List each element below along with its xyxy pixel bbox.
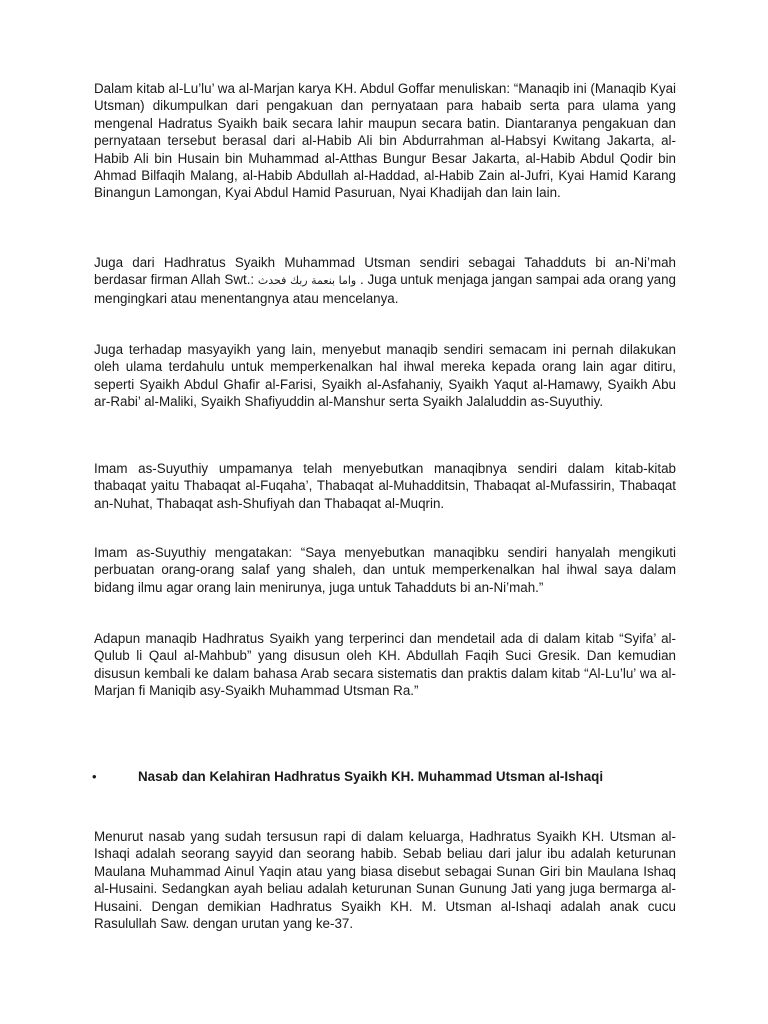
arabic-verse: واما بنعمة ربك فحدث [257,274,357,288]
paragraph-manaqib-source: Dalam kitab al-Lu’lu’ wa al-Marjan karya KH. Abdul Goffar menuliskan: “Manaqib ini (Manaqib Kyai Utsman) dikumpulkan dari pengakuan dan pernyataan para habaib serta para ulama yang mengenal Hadratus Syaikh baik secara lahir maupun secara batin. Diantaranya pengakuan dan pernyataan tersebut berasal dari al-Habib Ali bin Abdurrahman al-Habsyi Kwitang Jakarta, al-Habib Ali bin Husain bin Muhammad al-Atthas Bungur Besar Jakarta, al-Habib Abdul Qodir bin Ahmad Bilfaqih Malang, al-Habib Abdullah al-Haddad, al-Habib Zain al-Jufri, Kyai Hamid Karang Binangun Lamongan, Kyai Abdul Hamid Pasuruan, Nyai Khadijah dan lain lain. [94,81,677,201]
section-heading-nasab [92,768,682,785]
section-heading-text: Nasab dan Kelahiran Hadhratus Syaikh KH. Muhammad Utsman al-Ishaqi [138,769,604,784]
paragraph-tahadduts [94,254,676,307]
bullet-icon: • [92,769,97,784]
paragraph-masyayikh: Juga terhadap masyayikh yang lain, menyebut manaqib sendiri semacam ini pernah dilakukan oleh ulama terdahulu untuk memperkenalkan hal ihwal mereka kepada orang lain agar ditiru, seperti Syaikh Abdul Ghafir al-Farisi, Syaikh al-Asfahaniy, Syaikh Yaqut al-Hamawy, Syaikh Abu ar-Rabi’ al-Maliki, Syaikh Shafiyuddin al-Manshur serta Syaikh Jalaluddin as-Suyuthiy. [94,342,676,410]
paragraph-tahadduts-text-after: . Juga untuk menjaga jangan sampai ada orang yang mengingkari atau menentangnya atau mencelanya. [94,272,676,306]
paragraph-tahadduts-text-before: Juga dari Hadhratus Syaikh Muhammad Utsman sendiri sebagai Tahadduts bi an-Ni’mah berdasar firman Allah Swt.: [94,255,676,288]
paragraph-suyuthiy-thabaqat: Imam as-Suyuthiy umpamanya telah menyebutkan manaqibnya sendiri dalam kitab-kitab thabaqat yaitu Thabaqat al-Fuqaha’, Thabaqat al-Muhadditsin, Thabaqat al-Mufassirin, Thabaqat an-Nuhat, Thabaqat ash-Shufiyah dan Thabaqat al-Muqrin. [94,461,676,511]
paragraph-syifa-kitab: Adapun manaqib Hadhratus Syaikh yang terperinci dan mendetail ada di dalam kitab “Syifa’ al-Qulub li Qaul al-Mahbub” yang disusun oleh KH. Abdullah Faqih Suci Gresik. Dan kemudian disusun kembali ke dalam bahasa Arab secara sistematis dan praktis dalam kitab “Al-Lu’lu’ wa al-Marjan fi Maniqib asy-Syaikh Muhammad Utsman Ra.” [94,631,676,699]
paragraph-suyuthiy-quote: Imam as-Suyuthiy mengatakan: “Saya menyebutkan manaqibku sendiri hanyalah mengikuti perbuatan orang-orang salaf yang shaleh, dan untuk memperkenalkan hal ihwal saya dalam bidang ilmu agar orang lain menirunya, juga untuk Tahadduts bi an-Ni’mah.” [94,545,676,595]
paragraph-nasab: Menurut nasab yang sudah tersusun rapi di dalam keluarga, Hadhratus Syaikh KH. Utsman al-Ishaqi adalah seorang sayyid dan seorang habib. Sebab beliau dari jalur ibu adalah keturunan Maulana Muhammad Ainul Yaqin atau yang biasa disebut sebagai Sunan Giri bin Maulana Ishaq al-Husaini. Sedangkan ayah beliau adalah keturunan Sunan Gunung Jati yang juga bermarga al-Husaini. Dengan demikian Hadhratus Syaikh KH. M. Utsman al-Ishaqi adalah anak cucu Rasulullah Saw. dengan urutan yang ke-37. [94,829,676,932]
